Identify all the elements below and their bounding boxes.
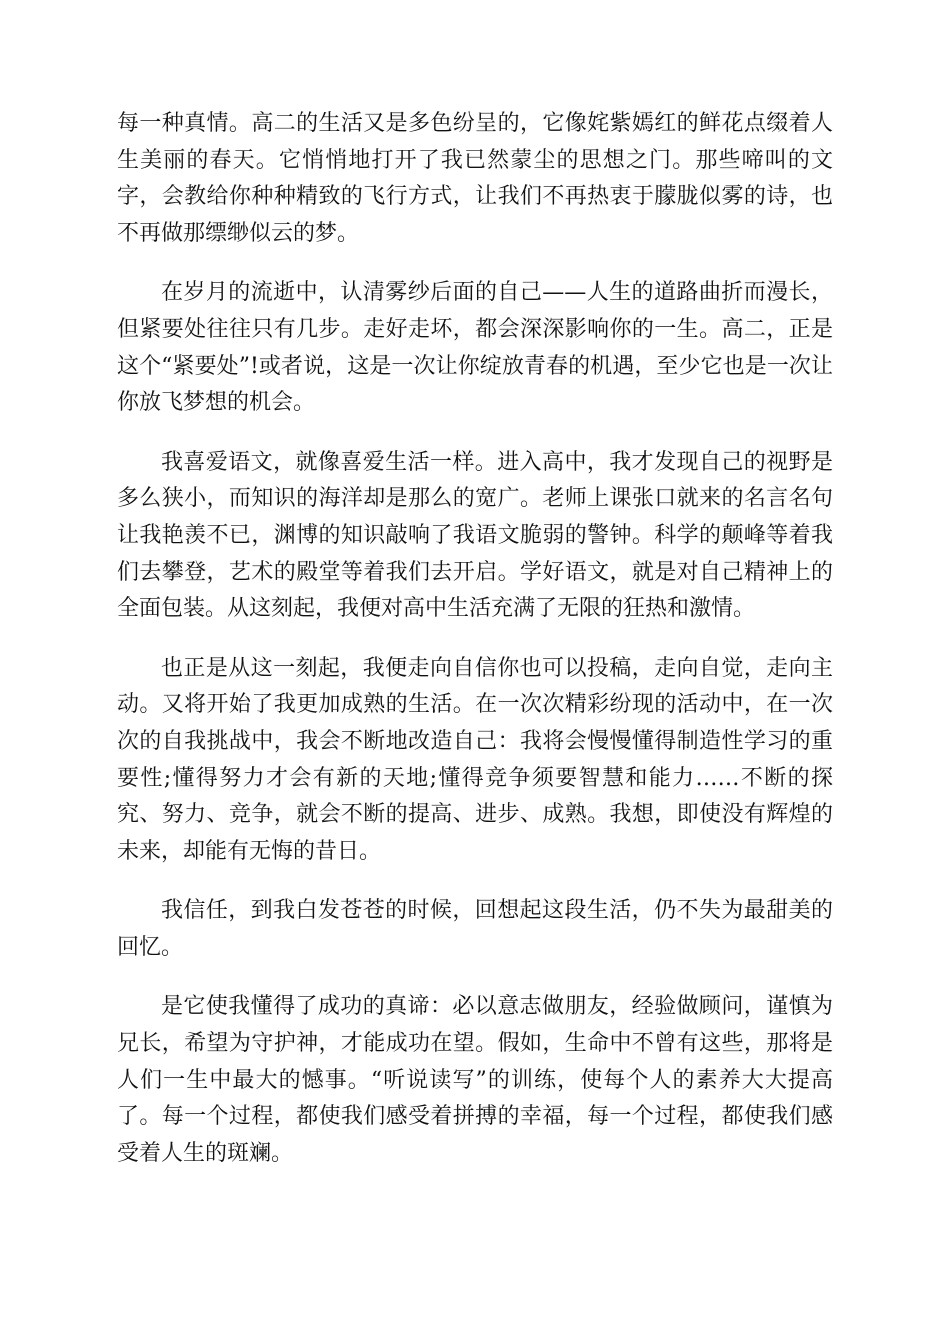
document-body	[117, 106, 833, 1195]
paragraph-2: 在岁月的流逝中，认清雾纱后面的自己——人生的道路曲折而漫长，但紧要处往往只有几步。走好走坏，都会深深影响你的一生。高二，正是这个“紧要处”!或者说，这是一次让你绽放青春的机遇，至少它也是一次让你放飞梦想的机会。	[117, 280, 833, 416]
paragraph-3: 我喜爱语文，就像喜爱生活一样。进入高中，我才发现自己的视野是多么狭小，而知识的海洋却是那么的宽广。老师上课张口就来的名言名句让我艳羡不已，渊博的知识敲响了我语文脆弱的警钟。科学的颠峰等着我们去攀登，艺术的殿堂等着我们去开启。学好语文，就是对自己精神上的全面包装。从这刻起，我便对高中生活充满了无限的狂热和激情。	[117, 449, 833, 622]
paragraph-6: 是它使我懂得了成功的真谛：必以意志做朋友，经验做顾问，谨慎为兄长，希望为守护神，才能成功在望。假如，生命中不曾有这些，那将是人们一生中最大的憾事。“听说读写”的训练，使每个人的素养大大提高了。每一个过程，都使我们感受着拼搏的幸福，每一个过程，都使我们感受着人生的斑斓。	[117, 994, 833, 1166]
paragraph-4: 也正是从这一刻起，我便走向自信你也可以投稿，走向自觉，走向主动。又将开始了我更加成熟的生活。在一次次精彩纷现的活动中，在一次次的自我挑战中，我会不断地改造自己：我将会慢慢懂得制造性学习的重要性;懂得努力才会有新的天地;懂得竞争须要智慧和能力……不断的探究、努力、竞争，就会不断的提高、进步、成熟。我想，即使没有辉煌的未来，却能有无悔的昔日。	[117, 655, 833, 864]
paragraph-1: 每一种真情。高二的生活又是多色纷呈的，它像姹紫嫣红的鲜花点缀着人生美丽的春天。它悄悄地打开了我已然蒙尘的思想之门。那些啼叫的文字，会教给你种种精致的飞行方式，让我们不再热衷于朦胧似雾的诗，也不再做那缥缈似云的梦。	[117, 111, 833, 246]
paragraph-5: 我信任，到我白发苍苍的时候，回想起这段生活，仍不失为最甜美的回忆。	[117, 898, 833, 960]
